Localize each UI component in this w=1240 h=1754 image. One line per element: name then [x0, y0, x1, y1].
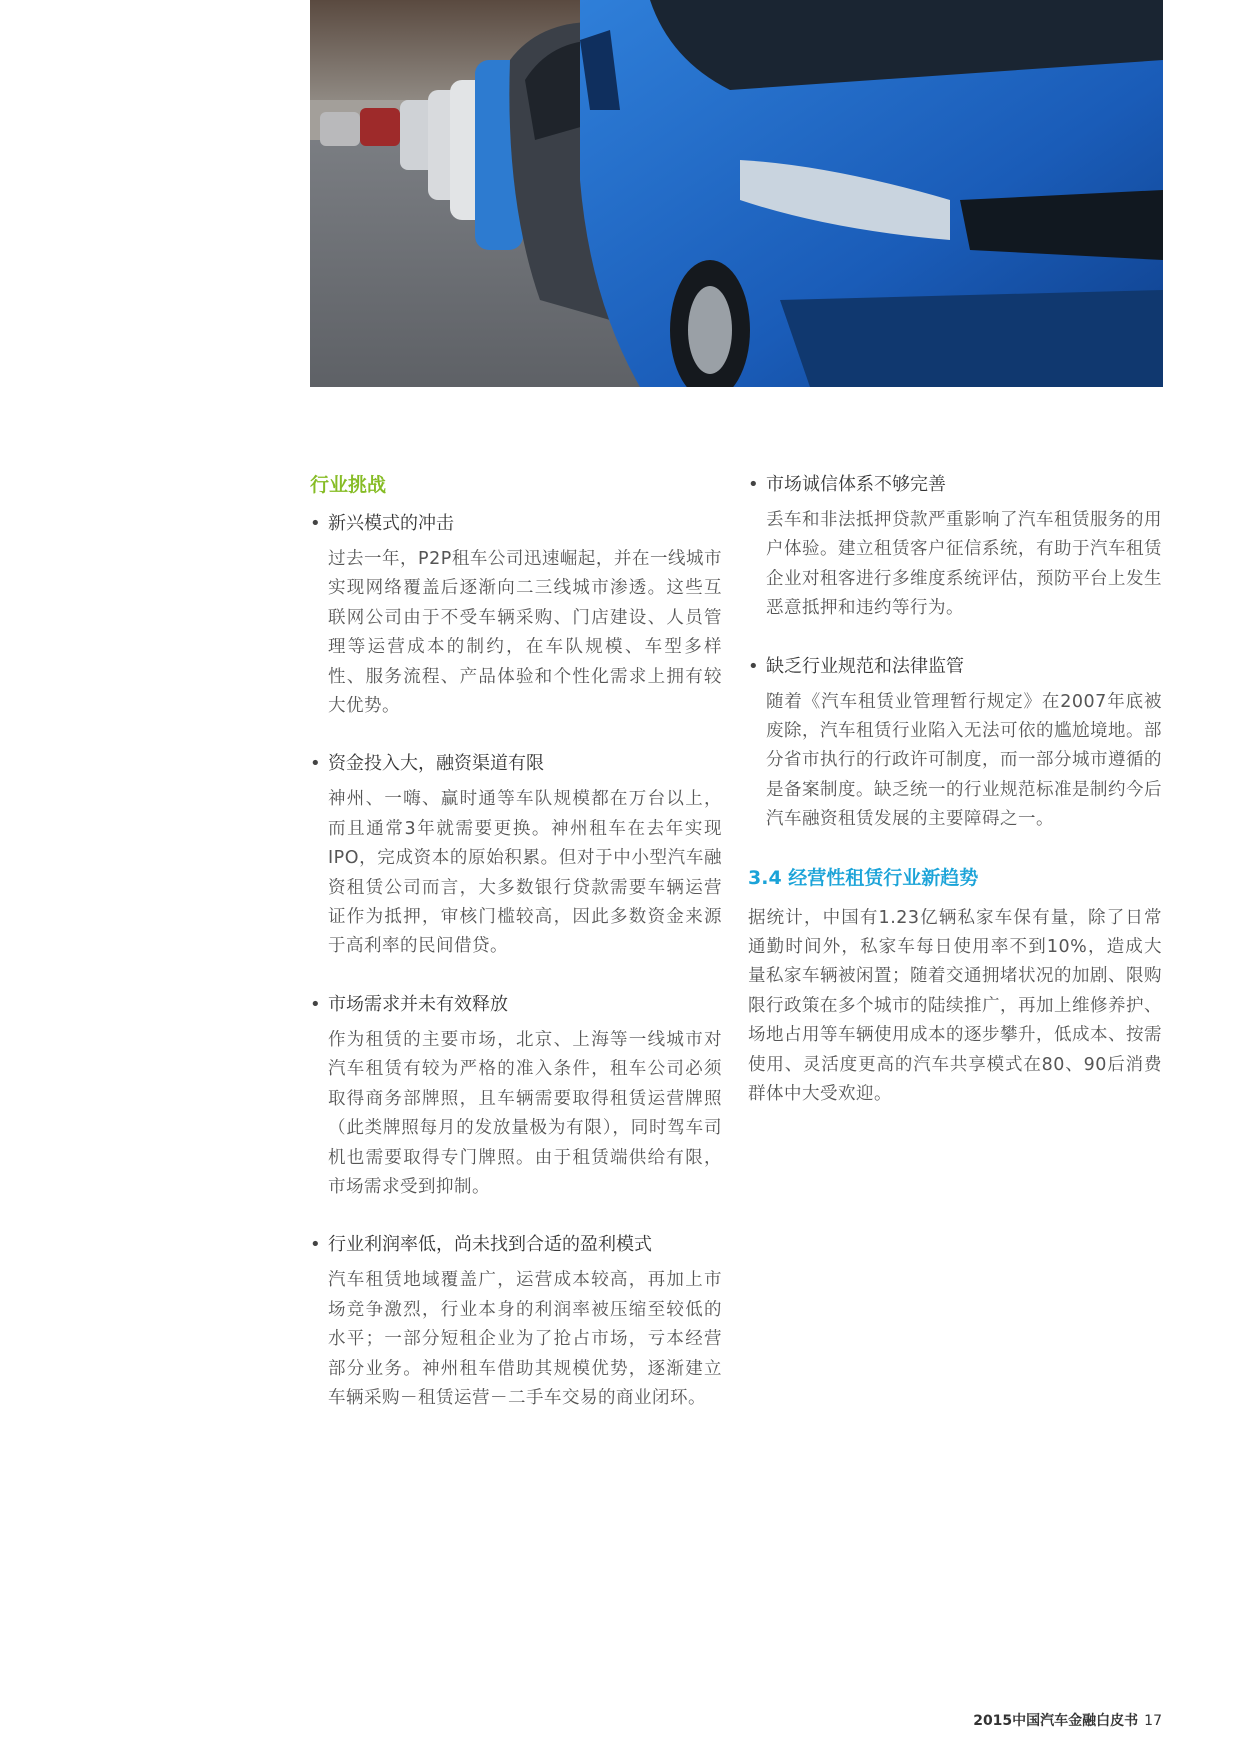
section-heading-challenges: 行业挑战 — [310, 474, 387, 496]
bullet-title: • 资金投入大，融资渠道有限 — [310, 751, 722, 777]
paragraph: 过去一年，P2P租车公司迅速崛起，并在一线城市实现网络覆盖后逐渐向二三线城市渗透。这些互联网公司由于不受车辆采购、门店建设、人员管理等运营成本的制约，在车队规模、车型多样性、服务流程、产品体验和个性化需求上拥有较大优势。 — [328, 549, 722, 717]
parked-cars-photo — [310, 0, 1163, 387]
section-heading-trends: 3.4 经营性租赁行业新趋势 — [748, 866, 979, 889]
bullet-title: • 缺乏行业规范和法律监管 — [748, 654, 1162, 680]
right-column — [748, 472, 1162, 1140]
bullet-title: • 新兴模式的冲击 — [310, 511, 722, 537]
paragraph: 丢车和非法抵押贷款严重影响了汽车租赁服务的用户体验。建立租赁客户征信系统，有助于汽车租赁企业对租客进行多维度系统评估，预防平台上发生恶意抵押和违约等行为。 — [766, 510, 1162, 619]
left-column — [310, 472, 722, 1443]
paragraph: 神州、一嗨、赢时通等车队规模都在万台以上，而且通常3年就需要更换。神州租车在去年实现IPO，完成资本的原始积累。但对于中小型汽车融资租赁公司而言，大多数银行贷款需要车辆运营证作为抵押，审核门槛较高，因此多数资金来源于高利率的民间借贷。 — [328, 789, 722, 957]
page-number: 17 — [1144, 1713, 1162, 1729]
paragraph: 汽车租赁地域覆盖广，运营成本较高，再加上市场竞争激烈，行业本身的利润率被压缩至较低的水平；一部分短租企业为了抢占市场，亏本经营部分业务。神州租车借助其规模优势，逐渐建立车辆采购－租赁运营－二手车交易的商业闭环。 — [328, 1270, 722, 1408]
bullet-title: • 市场诚信体系不够完善 — [748, 472, 1162, 498]
bullet-title: • 市场需求并未有效释放 — [310, 992, 722, 1018]
paragraph: 据统计，中国有1.23亿辆私家车保有量，除了日常通勤时间外，私家车每日使用率不到10%，造成大量私家车辆被闲置；随着交通拥堵状况的加剧、限购限行政策在多个城市的陆续推广，再加上维修养护、场地占用等车辆使用成本的逐步攀升，低成本、按需使用、灵活度更高的汽车共享模式在80、90后消费群体中大受欢迎。 — [748, 907, 1162, 1105]
paragraph: 作为租赁的主要市场，北京、上海等一线城市对汽车租赁有较为严格的准入条件，租车公司必须取得商务部牌照，且车辆需要取得租赁运营牌照（此类牌照每月的发放量极为有限），同时驾车司机也需要取得专门牌照。由于租赁端供给有限，市场需求受到抑制。 — [328, 1029, 722, 1197]
page-footer — [973, 1710, 1162, 1730]
paragraph: 随着《汽车租赁业管理暂行规定》在2007年底被废除，汽车租赁行业陷入无法可依的尴尬境地。部分省市执行的行政许可制度，而一部分城市遵循的是备案制度。缺乏统一的行业规范标准是制约今后汽车融资租赁发展的主要障碍之一。 — [766, 691, 1162, 830]
footer-title: 2015中国汽车金融白皮书 — [973, 1713, 1139, 1729]
bullet-title: • 行业利润率低，尚未找到合适的盈利模式 — [310, 1232, 722, 1258]
